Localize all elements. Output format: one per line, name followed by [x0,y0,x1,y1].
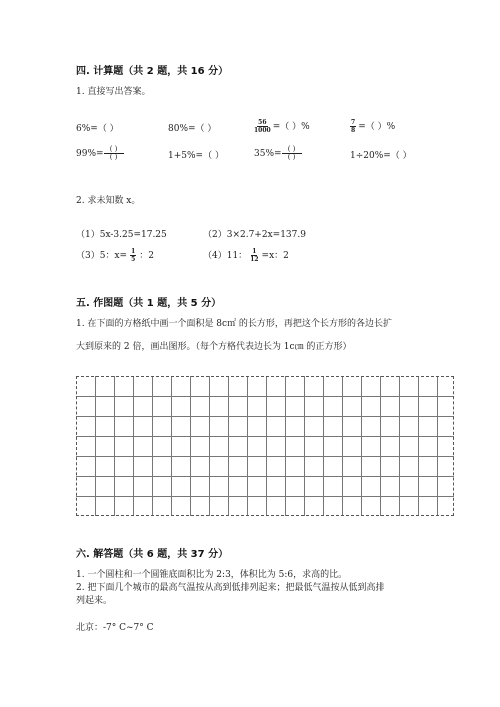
calc-80-percent: 80%=（ ） [168,124,217,134]
drawing-instructions-line-2: 大到原来的 2 倍，画出图形。（每个方格代表边长为 1c㎝ 的正方形） [76,342,352,352]
equation-1: （1）5x-3.25=17.25 [76,230,167,240]
calc-35-percent [254,146,302,161]
fraction-numerator: 1 [131,248,136,255]
fraction [130,248,136,263]
fraction-denominator: 8 [351,127,356,134]
equation-prefix: （4）11： [203,250,248,261]
fraction-denominator: 1000 [254,127,271,134]
calc-prefix: 99%= [76,148,104,159]
fraction [254,119,271,134]
calc-6-percent: 6%=（ ） [76,124,119,134]
fraction [350,119,356,134]
fraction-numerator: 7 [351,119,356,126]
calc-1-plus-5-percent: 1+5%=（ ） [168,151,224,161]
question-1-title: 1. 直接写出答案。 [76,87,151,97]
calc-rest: =（ ）% [358,121,396,132]
section-4-heading: 四. 计算题（共 2 题，共 16 分） [76,66,229,77]
answer-question-2-line-1: 2. 把下面几个城市的最高气温按从高到低排列起来；把最低气温按从低到高排 [76,583,385,593]
grid-paper [76,376,454,516]
fraction-numerator: ( ) [104,146,124,154]
fraction-denominator: 12 [250,256,259,263]
fraction-numerator: 1 [252,248,257,255]
blank-fraction [282,146,302,161]
fraction-numerator: 56 [258,119,267,126]
calc-99-percent [76,146,124,161]
fraction [250,248,258,263]
fraction-denominator: 5 [131,256,136,263]
blank-fraction [104,146,124,161]
equation-3 [76,248,154,263]
drawing-instructions-line-1: 1. 在下面的方格纸中画一个面积是 8c㎡ 的长方形，再把这个长方形的各边长扩 [76,319,392,329]
equation-4 [203,248,289,263]
answer-question-2-line-2: 列起来。 [76,596,113,606]
calc-rest: =（ ）% [272,121,310,132]
equation-suffix: ：2 [139,250,154,261]
city-temperature-beijing: 北京：-7° C~7° C [76,623,154,633]
calc-prefix: 35%= [254,148,282,159]
fraction-denominator: ( ) [109,153,118,161]
calc-fraction-7-8 [350,119,395,134]
calc-fraction-56-1000 [254,119,310,134]
fraction-numerator: ( ) [282,146,302,154]
equation-2: （2）3×2.7+2x=137.9 [203,230,306,240]
equation-prefix: （3）5：x= [76,250,128,261]
calc-1-div-20-percent: 1÷20%=（ ） [350,151,412,161]
section-6-heading: 六. 解答题（共 6 题，共 37 分） [76,549,229,560]
section-5-heading: 五. 作图题（共 1 题，共 5 分） [76,298,222,309]
equation-suffix: =x：2 [261,250,289,261]
answer-question-1: 1. 一个圆柱和一个圆锥底面积比为 2:3，体积比为 5:6，求高的比。 [76,570,348,580]
question-2-title: 2. 求未知数 x。 [76,196,141,206]
fraction-denominator: ( ) [287,153,296,161]
